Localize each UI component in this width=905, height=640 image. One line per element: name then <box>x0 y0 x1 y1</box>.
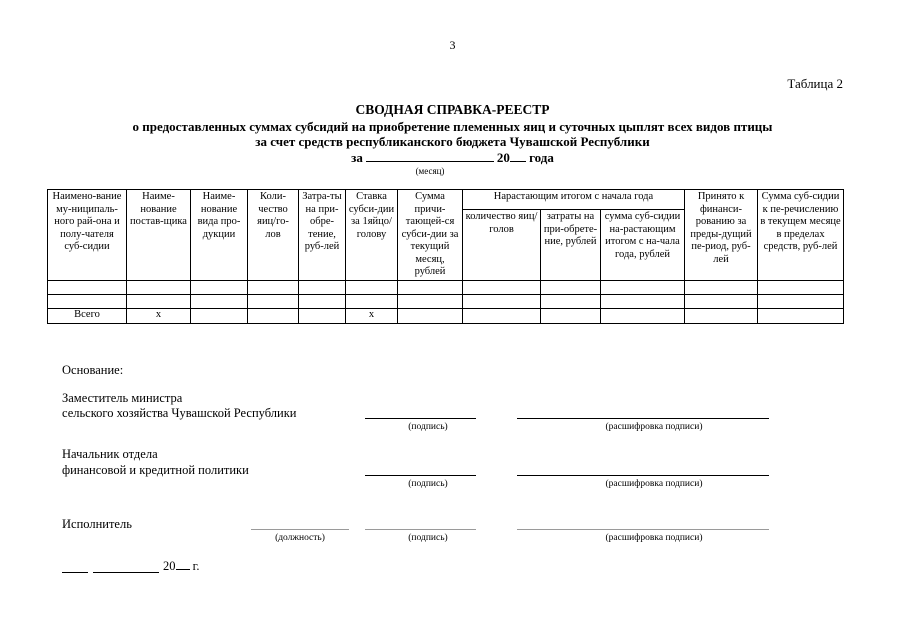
signatory-1-decode-caption: (расшифровка подписи) <box>605 422 703 432</box>
date-year-blank[interactable] <box>176 558 190 570</box>
executor-label: Исполнитель <box>62 517 132 531</box>
table-row <box>48 294 844 308</box>
subcol-header-costs: затраты на при-обрете-ние, рублей <box>541 210 601 280</box>
document-title: СВОДНАЯ СПРАВКА-РЕЕСТР <box>355 102 550 117</box>
signatory-1-title-line1: Заместитель министра <box>62 391 183 405</box>
signatory-2-title-line2: финансовой и кредитной политики <box>62 463 249 477</box>
subcol-header-quantity: количество яиц/голов <box>463 210 541 280</box>
signatory-1-decode-line[interactable] <box>517 418 769 419</box>
year-blank-line[interactable] <box>510 150 526 162</box>
document-subtitle-budget: за счет средств республиканского бюджета Чувашской Республики <box>255 134 650 149</box>
signatory-2-decode-line[interactable] <box>517 475 769 476</box>
col-header-accepted-previous: Принято к финанси-рованию за преды-дущий пе-риод, руб-лей <box>685 190 758 281</box>
month-caption: (месяц) <box>415 166 445 176</box>
executor-signature-caption: (подпись) <box>408 533 448 543</box>
basis-label: Основание: <box>62 363 124 377</box>
date-day-line[interactable] <box>62 572 88 573</box>
document-subtitle: о предоставленных суммах субсидий на приобретение племенных яиц и суточных цыплят всех видов птицы <box>132 119 773 134</box>
col-header-product: Наиме-нование вида про-дукции <box>191 190 248 281</box>
date-year <box>163 558 199 574</box>
table-total-row <box>48 308 844 323</box>
period-year: 20 <box>496 150 510 165</box>
page-number: 3 <box>449 38 456 52</box>
col-header-quantity: Коли-чество яиц/го-лов <box>248 190 299 281</box>
col-header-rate: Ставка субси-дии за 1яйцо/ голову <box>346 190 398 281</box>
col-header-cumulative: Нарастающим итогом с начала года <box>463 190 685 210</box>
col-header-due-amount: Сумма причи-тающей-ся субси-дии за текущий месяц, рублей <box>398 190 463 281</box>
signatory-2-signature-line[interactable] <box>365 475 476 476</box>
total-supplier-mark: х <box>127 308 191 323</box>
col-header-transfer-amount: Сумма суб-сидии к пе-речислению в текущем месяце в пределах средств, руб-лей <box>758 190 844 281</box>
executor-position-line[interactable] <box>251 529 349 530</box>
registry-table <box>47 189 844 324</box>
executor-decode-caption: (расшифровка подписи) <box>605 533 703 543</box>
col-header-supplier: Наиме-нование постав-щика <box>127 190 191 281</box>
total-rate-mark: х <box>346 308 398 323</box>
signatory-2-decode-caption: (расшифровка подписи) <box>605 479 703 489</box>
table-row <box>48 280 844 294</box>
signatory-1-title-line2: сельского хозяйства Чувашской Республики <box>62 406 297 420</box>
table-header-row <box>48 190 844 210</box>
date-month-line[interactable] <box>93 572 159 573</box>
month-blank-line[interactable] <box>366 150 494 162</box>
period-prefix: за <box>351 150 363 165</box>
period-suffix: года <box>529 150 554 165</box>
signatory-2-signature-caption: (подпись) <box>408 479 448 489</box>
col-header-costs: Затра-ты на при-обре-тение, руб-лей <box>299 190 346 281</box>
signatory-1-signature-line[interactable] <box>365 418 476 419</box>
col-header-recipient: Наимено-вание му-ниципаль-ного рай-она и полу-чателя суб-сидии <box>48 190 127 281</box>
date-year-suffix: г. <box>192 559 200 573</box>
subcol-header-subsidy-sum: сумма суб-сидии на-растающим итогом с на-чала года, рублей <box>601 210 685 280</box>
executor-decode-line[interactable] <box>517 529 769 530</box>
date-year-prefix: 20 <box>163 559 176 573</box>
executor-position-caption: (должность) <box>275 533 325 543</box>
total-label: Всего <box>48 308 127 323</box>
signatory-2-title-line1: Начальник отдела <box>62 447 158 461</box>
signatory-1-signature-caption: (подпись) <box>408 422 448 432</box>
executor-signature-line[interactable] <box>365 529 476 530</box>
table-number: Таблица 2 <box>787 76 843 91</box>
reporting-period <box>0 150 905 165</box>
